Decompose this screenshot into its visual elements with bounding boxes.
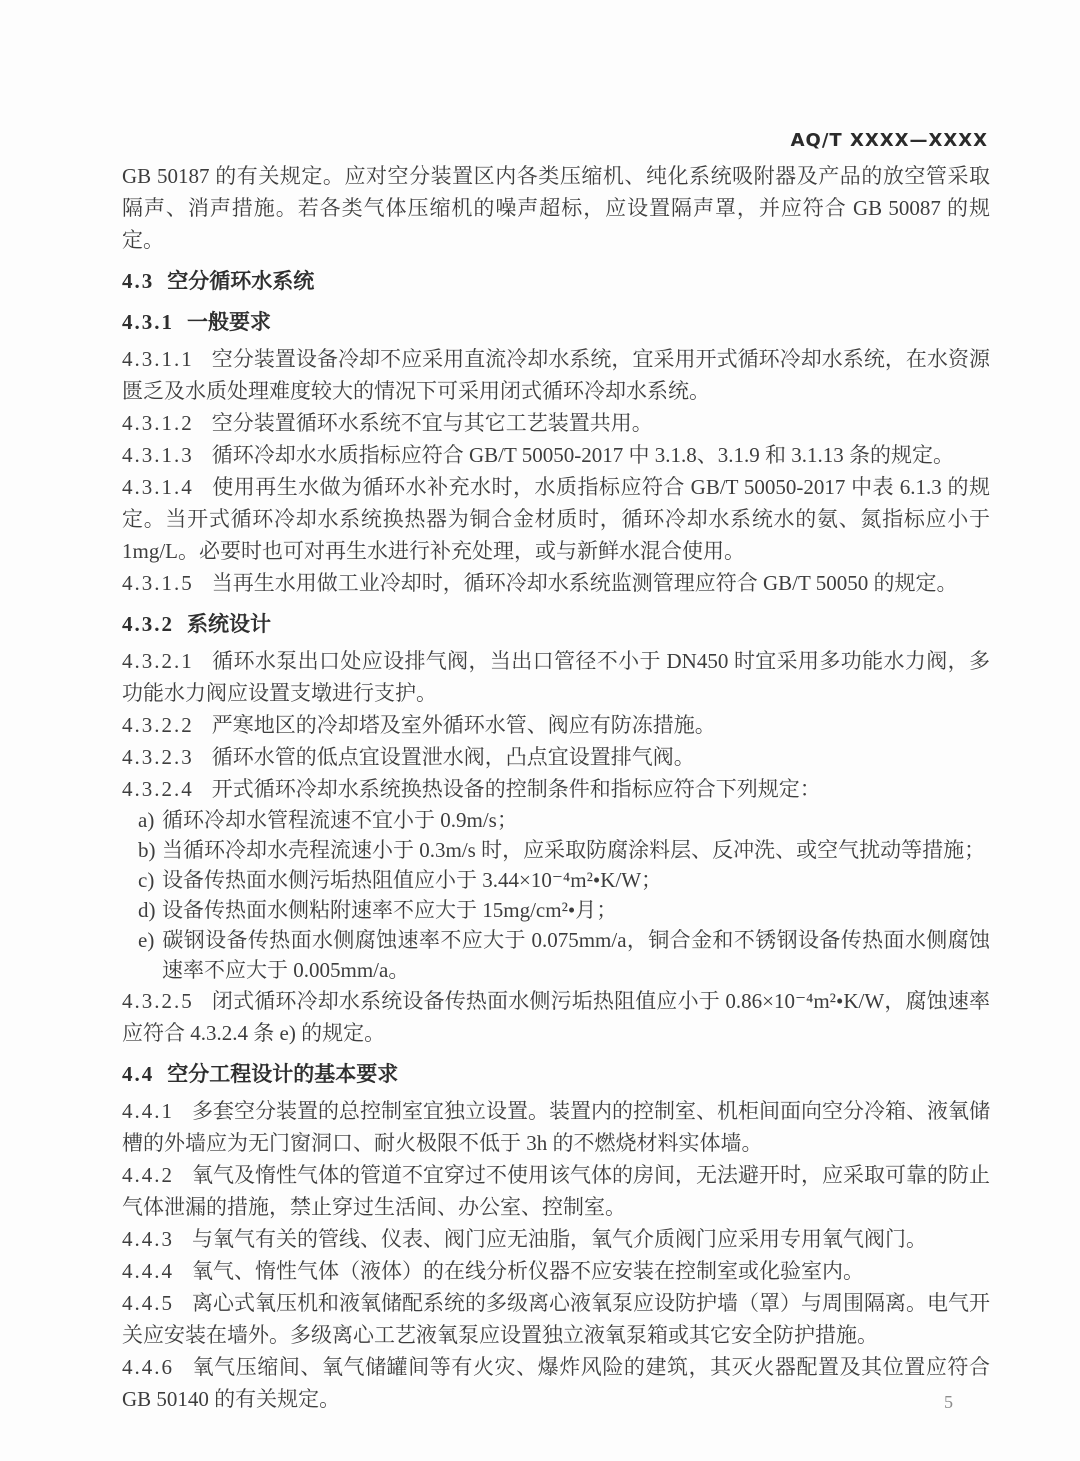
- clause-text: 闭式循环冷却水系统设备传热面水侧污垢热阻值应小于 0.86×10⁻⁴m²•K/W，腐蚀速率应符合 4.3.2.4 条 e) 的规定。: [122, 989, 990, 1045]
- clause-number: 4.3.1.3: [122, 443, 194, 467]
- list-item-text: 碳钢设备传热面水侧腐蚀速率不应大于 0.075mm/a，铜合金和不锈钢设备传热面水侧腐蚀速率不应大于 0.005mm/a。: [162, 928, 990, 982]
- clause-number: 4.4.6: [122, 1355, 174, 1379]
- clause-4.4.5: [122, 1287, 990, 1351]
- clause-text: 当再生水用做工业冷却时，循环冷却水系统监测管理应符合 GB/T 50050 的规定。: [211, 571, 958, 595]
- clause-4.4.3: [122, 1223, 990, 1255]
- section-title: 空分工程设计的基本要求: [167, 1062, 399, 1086]
- clause-4.3.1.5: [122, 567, 990, 599]
- list-item-label: d): [138, 898, 156, 922]
- clause-4.4.2: [122, 1159, 990, 1223]
- clause-text: 循环冷却水水质指标应符合 GB/T 50050-2017 中 3.1.8、3.1.9 和 3.1.13 条的规定。: [211, 443, 954, 467]
- clause-text: 空分装置设备冷却不应采用直流冷却水系统，宜采用开式循环冷却水系统，在水资源匮乏及水质处理难度较大的情况下可采用闭式循环冷却水系统。: [122, 347, 990, 403]
- section-number: 4.3.1: [122, 310, 174, 334]
- list-item-text: 循环冷却水管程流速不宜小于 0.9m/s；: [162, 808, 518, 832]
- section-title: 一般要求: [187, 310, 271, 334]
- section-title: 系统设计: [187, 612, 271, 636]
- clause-number: 4.3.2.1: [122, 649, 194, 673]
- list-item-c: [138, 865, 990, 895]
- page-footer: [944, 1392, 953, 1413]
- clause-4.3.1.1: [122, 343, 990, 407]
- section-number: 4.3: [122, 269, 155, 293]
- standard-code: AQ/T XXXX—XXXX: [790, 130, 988, 151]
- clause-number: 4.3.2.3: [122, 745, 194, 769]
- list-item-text: 设备传热面水侧污垢热阻值应小于 3.44×10⁻⁴m²•K/W；: [162, 868, 663, 892]
- clause-number: 4.4.1: [122, 1099, 174, 1123]
- clause-text: 使用再生水做为循环水补充水时，水质指标应符合 GB/T 50050-2017 中表 6.1.3 的规定。当开式循环冷却水系统换热器为铜合金材质时，循环冷却水系统水的氨、氮指标应小于 1mg/L。必要时也可对再生水进行补充处理，或与新鲜水混合使用。: [122, 475, 990, 563]
- section-heading-4.3.1: [122, 306, 990, 338]
- clause-4.3.2.2: [122, 709, 990, 741]
- page-number: 5: [944, 1392, 953, 1412]
- clause-text: 循环水泵出口处应设排气阀，当出口管径不小于 DN450 时宜采用多功能水力阀，多功能水力阀应设置支墩进行支护。: [122, 649, 990, 705]
- clause-4.4.4: [122, 1255, 990, 1287]
- clause-number: 4.4.3: [122, 1227, 174, 1251]
- clause-number: 4.3.2.2: [122, 713, 194, 737]
- list-item-a: [138, 805, 990, 835]
- clause-number: 4.4.5: [122, 1291, 174, 1315]
- clause-4.4.1: [122, 1095, 990, 1159]
- section-title: 空分循环水系统: [167, 269, 315, 293]
- paragraph-text: GB 50187 的有关规定。应对空分装置区内各类压缩机、纯化系统吸附器及产品的放空管采取隔声、消声措施。若各类气体压缩机的噪声超标，应设置隔声罩，并应符合 GB 50087 的规定。: [122, 164, 990, 252]
- clause-text: 严寒地区的冷却塔及室外循环水管、阀应有防冻措施。: [211, 713, 716, 737]
- clause-4.3.2.4: [122, 773, 990, 805]
- clause-number: 4.3.1.1: [122, 347, 194, 371]
- list-item-e: [138, 925, 990, 985]
- clause-4.3.2.3: [122, 741, 990, 773]
- clause-4.4.6: [122, 1351, 990, 1415]
- clause-4.3.2.1: [122, 645, 990, 709]
- list-item-text: 设备传热面水侧粘附速率不应大于 15mg/cm²•月；: [162, 898, 618, 922]
- clause-number: 4.3.2.4: [122, 777, 194, 801]
- clause-text: 氧气、惰性气体（液体）的在线分析仪器不应安装在控制室或化验室内。: [192, 1259, 864, 1283]
- list-item-d: [138, 895, 990, 925]
- list-item-text: 当循环冷却水壳程流速小于 0.3m/s 时，应采取防腐涂料层、反冲洗、或空气扰动等措施；: [162, 838, 986, 862]
- clause-text: 多套空分装置的总控制室宜独立设置。装置内的控制室、机柜间面向空分冷箱、液氧储槽的外墙应为无门窗洞口、耐火极限不低于 3h 的不燃烧材料实体墙。: [122, 1099, 990, 1155]
- clause-number: 4.3.1.2: [122, 411, 194, 435]
- list-item-label: a): [138, 808, 155, 832]
- clause-text: 开式循环冷却水系统换热设备的控制条件和指标应符合下列规定：: [211, 777, 821, 801]
- section-number: 4.4: [122, 1062, 155, 1086]
- list-item-label: b): [138, 838, 156, 862]
- clause-number: 4.3.2.5: [122, 989, 194, 1013]
- clause-number: 4.4.2: [122, 1163, 174, 1187]
- section-heading-4.3.2: [122, 608, 990, 640]
- clause-text: 循环水管的低点宜设置泄水阀，凸点宜设置排气阀。: [211, 745, 695, 769]
- paragraph: [122, 160, 990, 256]
- clause-text: 与氧气有关的管线、仪表、阀门应无油脂，氧气介质阀门应采用专用氧气阀门。: [192, 1227, 927, 1251]
- clause-4.3.2.5: [122, 985, 990, 1049]
- clause-4.3.1.3: [122, 439, 990, 471]
- clause-text: 氧气压缩间、氧气储罐间等有火灾、爆炸风险的建筑，其灭火器配置及其位置应符合 GB 50140 的有关规定。: [122, 1355, 990, 1411]
- list-item-b: [138, 835, 990, 865]
- section-heading-4.3: [122, 265, 990, 297]
- document-content: [122, 160, 990, 1415]
- section-heading-4.4: [122, 1058, 990, 1090]
- section-number: 4.3.2: [122, 612, 174, 636]
- clause-text: 离心式氧压机和液氧储配系统的多级离心液氧泵应设防护墙（罩）与周围隔离。电气开关应安装在墙外。多级离心工艺液氧泵应设置独立液氧泵箱或其它安全防护措施。: [122, 1291, 990, 1347]
- list-item-label: c): [138, 868, 155, 892]
- clause-4.3.1.2: [122, 407, 990, 439]
- clause-text: 空分装置循环水系统不宜与其它工艺装置共用。: [211, 411, 653, 435]
- list-item-label: e): [138, 928, 155, 952]
- clause-text: 氧气及惰性气体的管道不宜穿过不使用该气体的房间，无法避开时，应采取可靠的防止气体泄漏的措施，禁止穿过生活间、办公室、控制室。: [122, 1163, 990, 1219]
- clause-number: 4.3.1.4: [122, 475, 194, 499]
- clause-number: 4.4.4: [122, 1259, 174, 1283]
- clause-number: 4.3.1.5: [122, 571, 194, 595]
- clause-4.3.1.4: [122, 471, 990, 567]
- page-header: [791, 130, 988, 151]
